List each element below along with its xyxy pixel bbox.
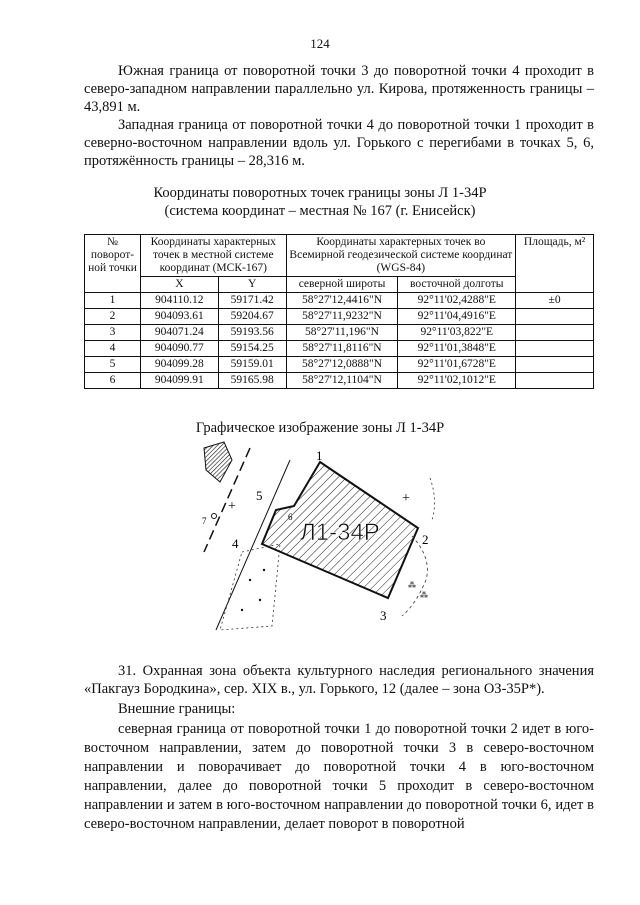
cell-lat: 58°27'11,8116"N (286, 341, 398, 357)
graphic-title: Графическое изображение зоны Л 1-34Р (195, 420, 445, 436)
cell-y: 59171.42 (218, 293, 286, 309)
cell-point: 3 (85, 325, 141, 341)
cell-area (516, 309, 594, 325)
cell-area (516, 341, 594, 357)
cell-lat: 58°27'11,9232"N (286, 309, 398, 325)
zone-map (180, 440, 460, 640)
cell-lat: 58°27'12,0888"N (286, 357, 398, 373)
cell-x: 904110.12 (140, 293, 218, 309)
table-header-row (85, 235, 594, 277)
header-area: Площадь, м² (516, 235, 594, 293)
table-row (85, 309, 594, 325)
cell-lon: 92°11'04,4916"E (398, 309, 516, 325)
cell-lat: 58°27'11,196"N (286, 325, 398, 341)
cell-y: 59159.01 (218, 357, 286, 373)
point-label-5: 5 (256, 488, 263, 503)
table-title: Координаты поворотных точек границы зоны Л 1-34Р (153, 185, 487, 201)
cell-lon: 92°11'02,4288"E (398, 293, 516, 309)
table-row (85, 325, 594, 341)
point-label-4: 4 (232, 536, 239, 551)
header-longitude: восточной долготы (398, 277, 516, 293)
cell-x: 904093.61 (140, 309, 218, 325)
cell-area (516, 325, 594, 341)
cell-area (516, 373, 594, 389)
svg-text:⁂: ⁂ (420, 591, 428, 600)
header-wgs-coords: Координаты характерных точек во Всемирной геодезической системе координат (WGS-84) (286, 235, 516, 277)
cell-lon: 92°11'03,822"E (398, 325, 516, 341)
coordinates-table (84, 234, 594, 389)
dotted-plot (220, 544, 280, 630)
header-point-number: № поворот-ной точки (85, 235, 141, 293)
cell-y: 59193.56 (218, 325, 286, 341)
paragraph-south-border: Южная граница от поворотной точки 3 до поворотной точки 4 проходит в северо-западном направлении параллельно ул. Кирова, протяженность границы – 43,891 м. (84, 63, 594, 115)
cell-lat: 58°27'12,4416"N (286, 293, 398, 309)
page-number: 124 (310, 36, 330, 51)
cell-x: 904090.77 (140, 341, 218, 357)
header-x: X (140, 277, 218, 293)
cell-lon: 92°11'01,6728"E (398, 357, 516, 373)
table-row (85, 373, 594, 389)
cross-mark: + (228, 499, 236, 514)
cell-point: 2 (85, 309, 141, 325)
header-y: Y (218, 277, 286, 293)
cell-y: 59204.67 (218, 309, 286, 325)
building-block (204, 442, 232, 482)
small-label: 7 (202, 516, 207, 526)
table-row (85, 357, 594, 373)
svg-text:⁂: ⁂ (408, 581, 416, 590)
point-label-2: 2 (422, 532, 429, 547)
table-row (85, 341, 594, 357)
header-latitude: северной широты (286, 277, 398, 293)
cell-point: 6 (85, 373, 141, 389)
cell-area (516, 357, 594, 373)
table-row (85, 293, 594, 309)
north-border-paragraph: северная граница от поворотной точки 1 до поворотной точки 2 идет в юго-восточном направлении, затем до поворотной точки 3 в северо-восточном направлении и поворачивает до поворотной точки 4 в юго-восточном направлении, далее до поворотной точки 5 проходит в северо-восточном направлении и затем в юго-восточном направлении до поворотной точки 6, идет в северо-восточном направлении, делает поворот в поворотной (84, 721, 594, 832)
cell-point: 5 (85, 357, 141, 373)
cell-lon: 92°11'02,1012"E (398, 373, 516, 389)
cell-y: 59165.98 (218, 373, 286, 389)
cell-lon: 92°11'01,3848"E (398, 341, 516, 357)
paragraph-west-border: Западная граница от поворотной точки 4 до поворотной точки 1 проходит в северно-восточном направлении вдоль ул. Горького с перегибами в точках 5, 6, протяжённость границы – 28,316 м. (84, 117, 594, 169)
cell-point: 1 (85, 293, 141, 309)
cell-x: 904099.91 (140, 373, 218, 389)
point-label-6: 6 (288, 512, 293, 522)
point-label-3: 3 (380, 608, 387, 623)
cell-point: 4 (85, 341, 141, 357)
table-subtitle: (система координат – местная № 167 (г. Енисейск) (164, 203, 476, 219)
external-borders-label: Внешние границы: (118, 701, 236, 717)
cross-mark: + (402, 491, 410, 506)
cell-x: 904099.28 (140, 357, 218, 373)
cell-lat: 58°27'12,1104"N (286, 373, 398, 389)
cell-y: 59154.25 (218, 341, 286, 357)
cell-area: ±0 (516, 293, 594, 309)
zone-label: Л1-34Р (300, 519, 380, 546)
header-local-coords: Координаты характерных точек в местной системе координат (МСК-167) (140, 235, 286, 277)
section-31-intro: 31. Охранная зона объекта культурного наследия регионального значения «Пакгауз Бородкина», сер. XIX в., ул. Горького, 12 (далее – зона ОЗ-35Р*). (84, 663, 594, 697)
cell-x: 904071.24 (140, 325, 218, 341)
point-label-1: 1 (316, 448, 323, 463)
